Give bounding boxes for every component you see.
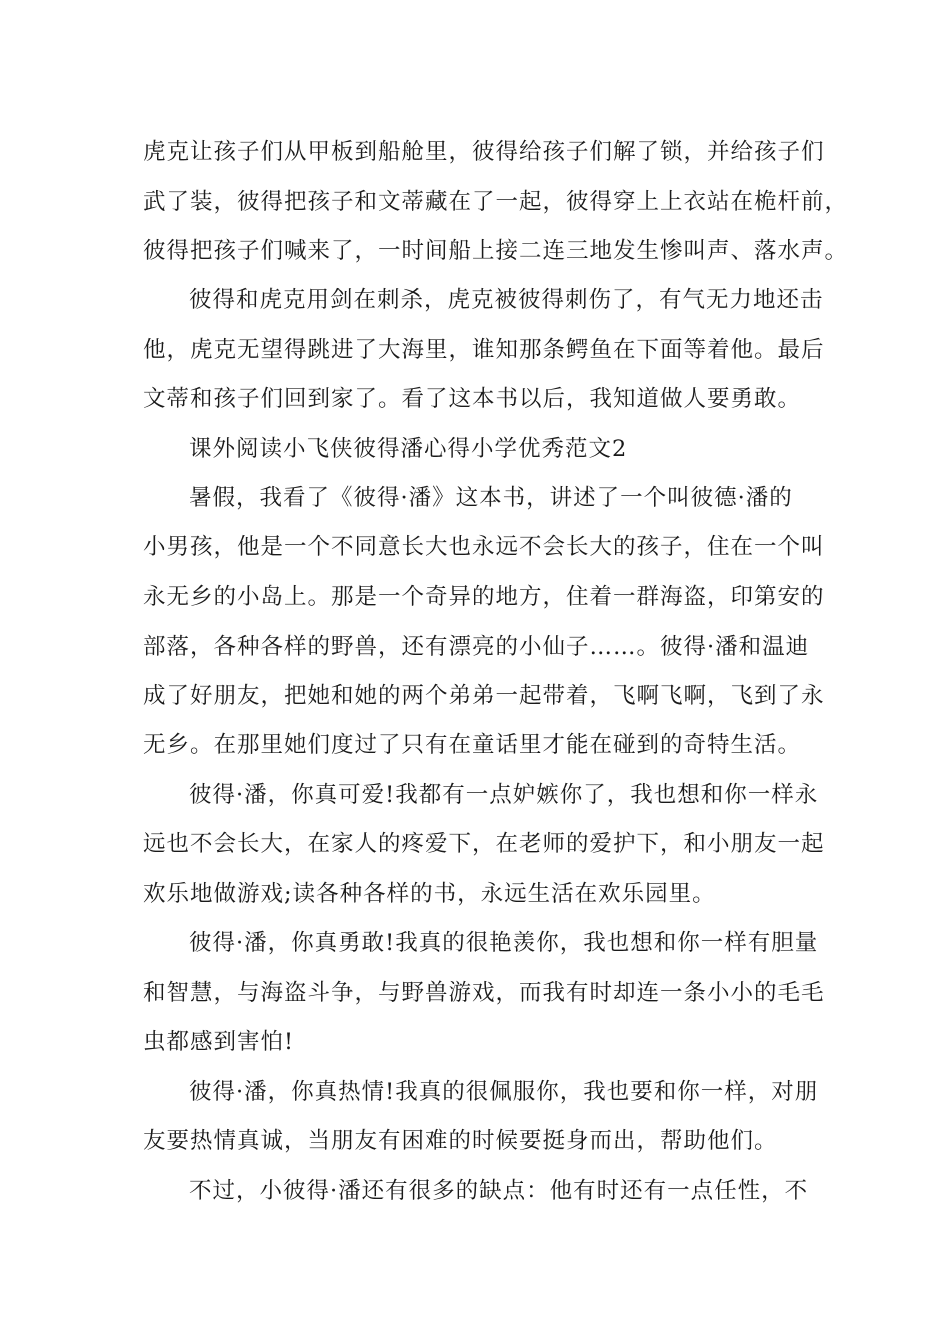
text-line: 虫都感到害怕! (143, 1029, 295, 1055)
text-line: 友要热情真诚，当朋友有困难的时候要挺身而出，帮助他们。 (143, 1128, 778, 1154)
heading-text: 课外阅读小飞侠彼得潘心得小学优秀范文2 (189, 436, 628, 462)
text-line: 无乡。在那里她们度过了只有在童话里才能在碰到的奇特生活。 (143, 732, 802, 758)
text-line: 彼得·潘，你真热情!我真的很佩服你，我也要和你一样，对朋 (189, 1079, 819, 1105)
text-line: 文蒂和孩子们回到家了。看了这本书以后，我知道做人要勇敢。 (143, 386, 802, 412)
text-line: 武了装，彼得把孩子和文蒂藏在了一起，彼得穿上上衣站在桅杆前， (143, 189, 849, 215)
text-line: 和智慧，与海盗斗争，与野兽游戏，而我有时却连一条小小的毛毛 (143, 980, 825, 1006)
text-line: 彼得和虎克用剑在刺杀，虎克被彼得刺伤了，有气无力地还击 (189, 287, 824, 313)
text-line: 小男孩，他是一个不同意长大也永远不会长大的孩子，住在一个叫 (143, 534, 825, 560)
text-line: 远也不会长大，在家人的疼爱下，在老师的爱护下，和小朋友一起 (143, 831, 825, 857)
text-line: 暑假，我看了《彼得·潘》这本书，讲述了一个叫彼德·潘的 (189, 485, 793, 511)
text-line: 永无乡的小岛上。那是一个奇异的地方，住着一群海盗，印第安的 (143, 584, 825, 610)
text-line: 他，虎克无望得跳进了大海里，谁知那条鳄鱼在下面等着他。最后 (143, 337, 825, 363)
text-line: 彼得把孩子们喊来了，一时间船上接二连三地发生惨叫声、落水声。 (143, 238, 849, 264)
text-line: 彼得·潘，你真勇敢!我真的很艳羡你，我也想和你一样有胆量 (189, 930, 819, 956)
text-line: 不过，小彼得·潘还有很多的缺点：他有时还有一点任性，不 (189, 1178, 809, 1204)
text-line: 成了好朋友，把她和她的两个弟弟一起带着，飞啊飞啊，飞到了永 (143, 683, 825, 709)
text-line: 彼得·潘，你真可爱!我都有一点妒嫉你了，我也想和你一样永 (189, 782, 819, 808)
text-line: 虎克让孩子们从甲板到船舱里，彼得给孩子们解了锁，并给孩子们 (143, 139, 825, 165)
text-line: 欢乐地做游戏;读各种各样的书，永远生活在欢乐园里。 (143, 881, 716, 907)
text-line: 部落，各种各样的野兽，还有漂亮的小仙子……。彼得·潘和温迪 (143, 634, 810, 660)
